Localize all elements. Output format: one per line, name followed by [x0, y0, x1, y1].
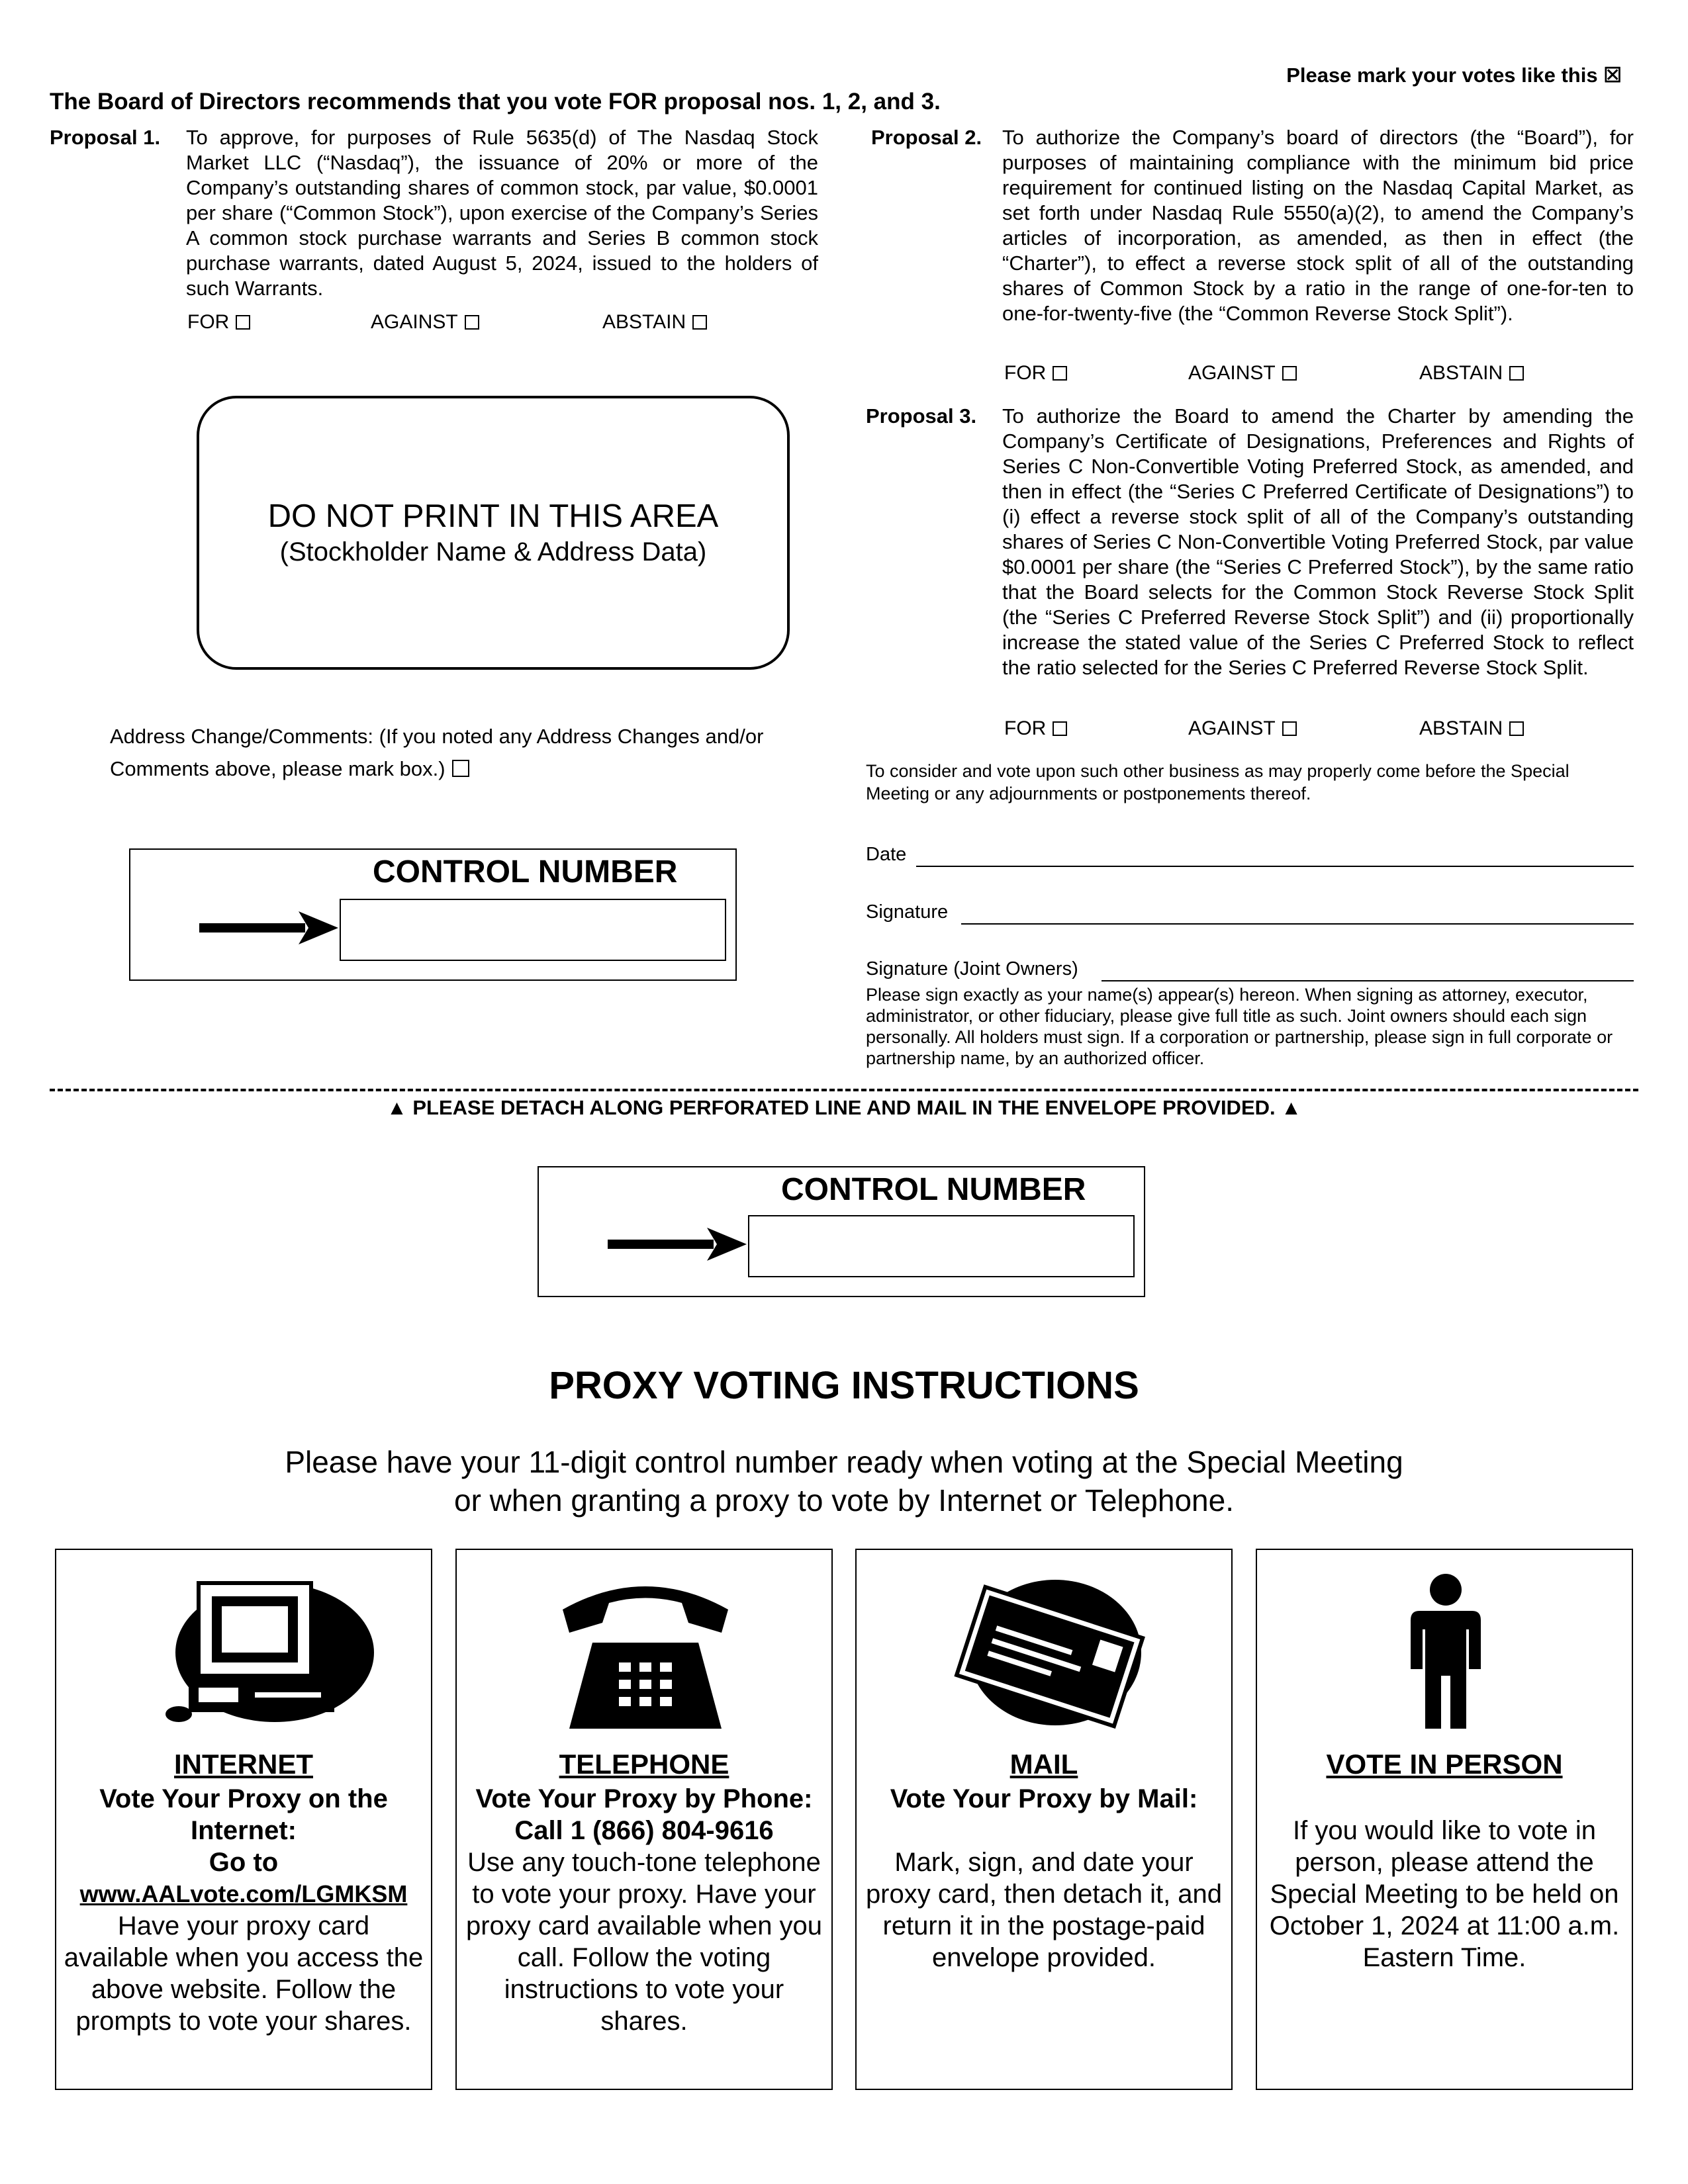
address-data-area	[197, 396, 790, 670]
proposal-3-label: Proposal 3.	[866, 404, 977, 428]
signature-instructions: Please sign exactly as your name(s) appear(s) hereon. When signing as attorney, executor, administrator, or other fiduciary, please give full title as such. Joint owners should each sign personally. All holders must sign. If a corporation or partnership, please sign in full corporate or partnership name, by an authorized officer.	[866, 985, 1613, 1068]
joint-signature-label: Signature (Joint Owners)	[866, 958, 1078, 979]
proposal-2-abstain[interactable]	[1419, 362, 1524, 385]
mark-votes-note: Please mark your votes like this ☒	[1286, 64, 1622, 87]
abstain-checkbox[interactable]	[1509, 366, 1524, 381]
telephone-body	[463, 1783, 825, 2037]
computer-icon	[56, 1570, 434, 1729]
internet-title: INTERNET	[174, 1749, 313, 1780]
for-checkbox[interactable]	[1053, 721, 1067, 736]
proposal-1-against[interactable]	[371, 311, 479, 334]
date-line[interactable]	[916, 866, 1634, 867]
abstain-label: ABSTAIN	[602, 311, 686, 333]
proposal-1-abstain[interactable]	[602, 311, 707, 334]
internet-url-link[interactable]: www.AALvote.com/LGMKSM	[79, 1880, 408, 1907]
control-number-box	[129, 848, 737, 981]
against-checkbox[interactable]	[1282, 366, 1297, 381]
proposal-3-for[interactable]	[1004, 717, 1067, 740]
perforated-line	[50, 1089, 1638, 1091]
control-number-reminder	[0, 1443, 1688, 1520]
in-person-panel	[1256, 1549, 1633, 2090]
internet-instructions: Have your proxy card available when you access the above website. Follow the prompts to vote your shares.	[64, 1911, 424, 2036]
envelope-icon	[857, 1570, 1234, 1729]
for-label: FOR	[187, 311, 230, 333]
reminder-line-1: Please have your 11-digit control number ready when voting at the Special Meeting	[285, 1445, 1403, 1479]
do-not-print-subtitle: (Stockholder Name & Address Data)	[279, 537, 707, 567]
in-person-instructions: If you would like to vote in person, please attend the Special Meeting to be held on October 1, 2024 at 11:00 a.m. Eastern Time.	[1269, 1816, 1620, 1972]
address-change	[110, 720, 772, 785]
signature-label: Signature	[866, 901, 949, 923]
proposal-2-text: To authorize the Company’s board of directors (the “Board”), for purposes of maintaining compliance with the minimum bid price requirement for continued listing on the Nasdaq Capital Market, as set forth under Nasdaq Rule 5550(a)(2), to amend the Company’s articles of incorporation, as amended, as then in effect (the “Charter”), to effect a reverse stock split of all of the outstanding shares of Common Stock by a ratio in the range of one-for-ten to one-for-twenty-five (the “Common Reverse Stock Split”).	[1002, 126, 1634, 325]
detach-instructions: ▲ PLEASE DETACH ALONG PERFORATED LINE AND MAIL IN THE ENVELOPE PROVIDED. ▲	[387, 1096, 1301, 1119]
internet-goto: Go to	[209, 1848, 279, 1877]
abstain-label: ABSTAIN	[1419, 362, 1503, 384]
address-change-checkbox[interactable]	[452, 760, 469, 777]
mail-body	[863, 1783, 1225, 1974]
control-number-field[interactable]	[340, 899, 726, 961]
in-person-title: VOTE IN PERSON	[1326, 1749, 1563, 1780]
internet-heading: Vote Your Proxy on the Internet:	[99, 1784, 388, 1845]
address-change-text: Address Change/Comments: (If you noted any Address Changes and/or Comments above, please mark box.)	[110, 725, 764, 780]
mail-panel	[855, 1549, 1233, 2090]
for-checkbox[interactable]	[236, 315, 250, 330]
telephone-title: TELEPHONE	[559, 1749, 729, 1780]
reminder-line-2: or when granting a proxy to vote by Internet or Telephone.	[453, 1483, 1234, 1518]
for-label: FOR	[1004, 717, 1047, 739]
joint-signature-line[interactable]	[1102, 980, 1634, 981]
proposal-2-for[interactable]	[1004, 362, 1067, 385]
against-checkbox[interactable]	[465, 315, 479, 330]
abstain-checkbox[interactable]	[1509, 721, 1524, 736]
date-label: Date	[866, 844, 907, 865]
signature-line[interactable]	[961, 923, 1634, 925]
proposal-1-label: Proposal 1.	[50, 126, 161, 149]
proposal-1-text: To approve, for purposes of Rule 5635(d) of The Nasdaq Stock Market LLC (“Nasdaq”), the issuance of 20% or more of the Company’s outstanding shares of common stock, par value, $0.0001 per share (“Common Stock”), upon exercise of the Company’s Series A common stock purchase warrants and Series B common stock purchase warrants, dated August 5, 2024, issued to the holders of such Warrants.	[186, 126, 818, 300]
person-icon	[1257, 1570, 1634, 1729]
telephone-icon	[457, 1570, 834, 1729]
other-business: To consider and vote upon such other business as may properly come before the Special Meeting or any adjournments or postponements thereof.	[866, 761, 1570, 803]
against-label: AGAINST	[1188, 362, 1276, 384]
arrow-right-icon	[608, 1224, 747, 1264]
abstain-checkbox[interactable]	[692, 315, 707, 330]
for-label: FOR	[1004, 362, 1047, 384]
control-number-box-2	[538, 1166, 1145, 1297]
proxy-voting-instructions-title: PROXY VOTING INSTRUCTIONS	[549, 1364, 1139, 1407]
control-number-label: CONTROL NUMBER	[781, 1172, 1086, 1207]
control-number-label: CONTROL NUMBER	[373, 854, 678, 889]
telephone-number: Call 1 (866) 804-9616	[514, 1816, 774, 1845]
arrow-right-icon	[199, 908, 338, 948]
proposal-2-label: Proposal 2.	[871, 126, 982, 149]
do-not-print-title: DO NOT PRINT IN THIS AREA	[267, 498, 719, 534]
in-person-body	[1264, 1815, 1625, 1974]
board-recommendation: The Board of Directors recommends that you vote FOR proposal nos. 1, 2, and 3.	[50, 89, 941, 114]
against-label: AGAINST	[371, 311, 458, 333]
proposal-2-against[interactable]	[1188, 362, 1297, 385]
proposal-3-against[interactable]	[1188, 717, 1297, 740]
proposal-3-text: To authorize the Board to amend the Charter by amending the Company’s Certificate of Designations, Preferences and Rights of Series C Non-Convertible Voting Preferred Stock, as amended, and then in effect (the “Series C Preferred Certificate of Designations”) to (i) effect a reverse stock split of all of the Company’s outstanding shares of Series C Non-Convertible Voting Preferred Stock, par value $0.0001 per share (the “Series C Preferred Stock”), by the same ratio that the Board selects for the Common Stock Reverse Stock Split (the “Series C Preferred Reverse Stock Split”) and (ii) proportionally increase the stated value of the Series C Preferred Stock to reflect the ratio selected for the Series C Preferred Reverse Stock Split.	[1002, 404, 1634, 679]
abstain-label: ABSTAIN	[1419, 717, 1503, 739]
mail-instructions: Mark, sign, and date your proxy card, then detach it, and return it in the postage-paid envelope provided.	[865, 1848, 1223, 1972]
internet-body	[63, 1783, 424, 2037]
mail-heading: Vote Your Proxy by Mail:	[890, 1784, 1198, 1813]
telephone-heading: Vote Your Proxy by Phone:	[475, 1784, 813, 1813]
mail-title: MAIL	[1009, 1749, 1078, 1780]
control-number-field[interactable]	[748, 1215, 1135, 1277]
proposal-3-abstain[interactable]	[1419, 717, 1524, 740]
against-checkbox[interactable]	[1282, 721, 1297, 736]
against-label: AGAINST	[1188, 717, 1276, 739]
telephone-panel	[455, 1549, 833, 2090]
for-checkbox[interactable]	[1053, 366, 1067, 381]
proposal-1-for[interactable]	[187, 311, 250, 334]
telephone-instructions: Use any touch-tone telephone to vote your proxy. Have your proxy card available when you call. Follow the voting instructions to vote your shares.	[465, 1848, 823, 2036]
internet-panel	[55, 1549, 432, 2090]
